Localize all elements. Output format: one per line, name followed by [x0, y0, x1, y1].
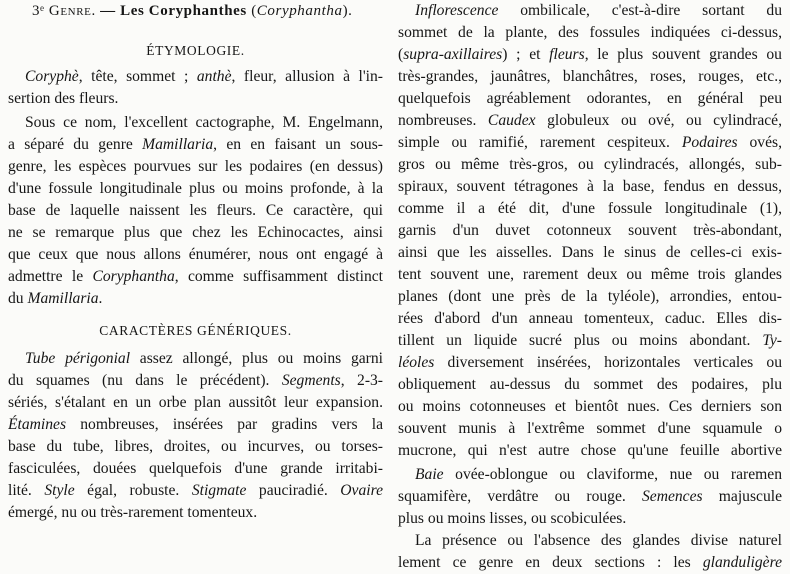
text-line: quelquefois agréablement odorantes, en général peu	[398, 90, 782, 107]
text-line: sommet de la plante, des fossules indiquées ci-dessus,	[398, 24, 782, 41]
caracteres-heading: CARACTÈRES GÉNÉRIQUES.	[99, 323, 292, 338]
text-line: squamifère, verdâtre ou rouge. Semences majuscule	[398, 488, 782, 505]
genus-title: 3ᵉ Genre. — Les Coryphanthes (Coryphantha).	[32, 3, 353, 19]
text-line: La présence ou l'absence des glandes divise naturel	[415, 532, 782, 549]
text-line: nombreuses. Caudex globuleux ou ové, ou cylindracé,	[398, 112, 782, 129]
text-line: (supra-axillaires) ; et fleurs, le plus souvent grandes ou	[398, 46, 782, 63]
text-line: comme il a été dit, d'une fossule longitudinale (1),	[398, 200, 782, 217]
text-line: que ceux que nous allons énumérer, nous ont engagé à	[8, 246, 383, 263]
text-line: obliquement au-dessus du sommet des podaires, plu	[398, 376, 782, 393]
text-line: sertion des fleurs.	[8, 90, 119, 107]
text-line: planes (dont une près de la tyléole), arrondies, entou-	[398, 288, 782, 305]
text-line: rées d'abord d'un anneau tomenteux, caduc. Elles dis-	[398, 310, 782, 327]
text-line: léoles diversement insérées, horizontales verticales ou	[398, 354, 782, 371]
text-line: Inflorescence ombilicale, c'est-à-dire sortant du	[415, 2, 782, 19]
text-line: ainsi que les aisselles. Dans le sinus de celles-ci exis-	[398, 244, 782, 261]
text-line: garnis d'un duvet cotonneux souvent très-abondant,	[398, 222, 782, 239]
text-line: genre, les espèces pourvues sur les podaires (en dessus)	[8, 158, 383, 175]
text-line: gros ou même très-gros, ou cylindracés, allongés, sub-	[398, 156, 782, 173]
text-line: Tube périgonial assez allongé, plus ou moins garni	[25, 350, 383, 367]
text-line: fasciculées, douées quelquefois d'une grande irritabi-	[8, 460, 383, 477]
text-line: Baie ovée-oblongue ou claviforme, nue ou raremen	[415, 466, 782, 483]
text-line: émergé, nu ou très-rarement tomenteux.	[8, 504, 258, 521]
text-line: souvent munis à l'extrême sommet d'une squamule o	[398, 420, 782, 437]
text-line: a séparé du genre Mamillaria, en en faisant un sous-	[8, 136, 383, 153]
text-line: tent souvent une, rarement deux ou même trois glandes	[398, 266, 782, 283]
text-line: spiraux, souvent tétragones à la base, fendus en dessus,	[398, 178, 782, 195]
text-line: ou moins cotonneuses et bientôt nues. Ces derniers son	[398, 398, 782, 415]
text-line: ne se remarque plus que chez les Echinocactes, ainsi	[8, 224, 383, 241]
text-line: Étamines nombreuses, insérées par gradins vers la	[8, 416, 383, 433]
text-line: d'une fossule longitudinale plus ou moins profonde, à la	[8, 180, 383, 197]
text-line: Sous ce nom, l'excellent cactographe, M. Engelmann,	[25, 114, 383, 131]
text-line: tillent un liquide sucré plus ou moins abondant. Ty-	[398, 332, 782, 349]
text-line: lité. Style égal, robuste. Stigmate pauciradié. Ovaire	[8, 482, 383, 499]
text-line: mucrone, qui n'est autre chose qu'une feuille abortive	[398, 442, 782, 459]
text-line: plus ou moins lisses, ou scobiculées.	[398, 510, 627, 527]
text-line: lement ce genre en deux sections : les glanduligère	[398, 554, 782, 571]
text-line: base du tube, libres, droites, ou incurves, ou torses-	[8, 438, 383, 455]
text-line: Coryphè, tête, sommet ; anthè, fleur, allusion à l'in-	[25, 68, 383, 85]
text-line: simple ou ramifié, rarement cespiteux. Podaires ovés,	[398, 134, 782, 151]
text-line: admettre le Coryphantha, comme suffisamment distinct	[8, 268, 383, 285]
text-line: base de laquelle naissent les fleurs. Ce caractère, qui	[8, 202, 383, 219]
text-line: sériés, s'étalant en un orbe plan aussitôt leur expansion.	[8, 394, 383, 411]
etymologie-heading: ÉTYMOLOGIE.	[146, 43, 245, 58]
text-line: du Mamillaria.	[8, 290, 103, 307]
text-line: du squames (nu dans le précédent). Segments, 2-3-	[8, 372, 383, 389]
text-line: très-grandes, jaunâtres, blanchâtres, roses, rouges, etc.,	[398, 68, 782, 85]
